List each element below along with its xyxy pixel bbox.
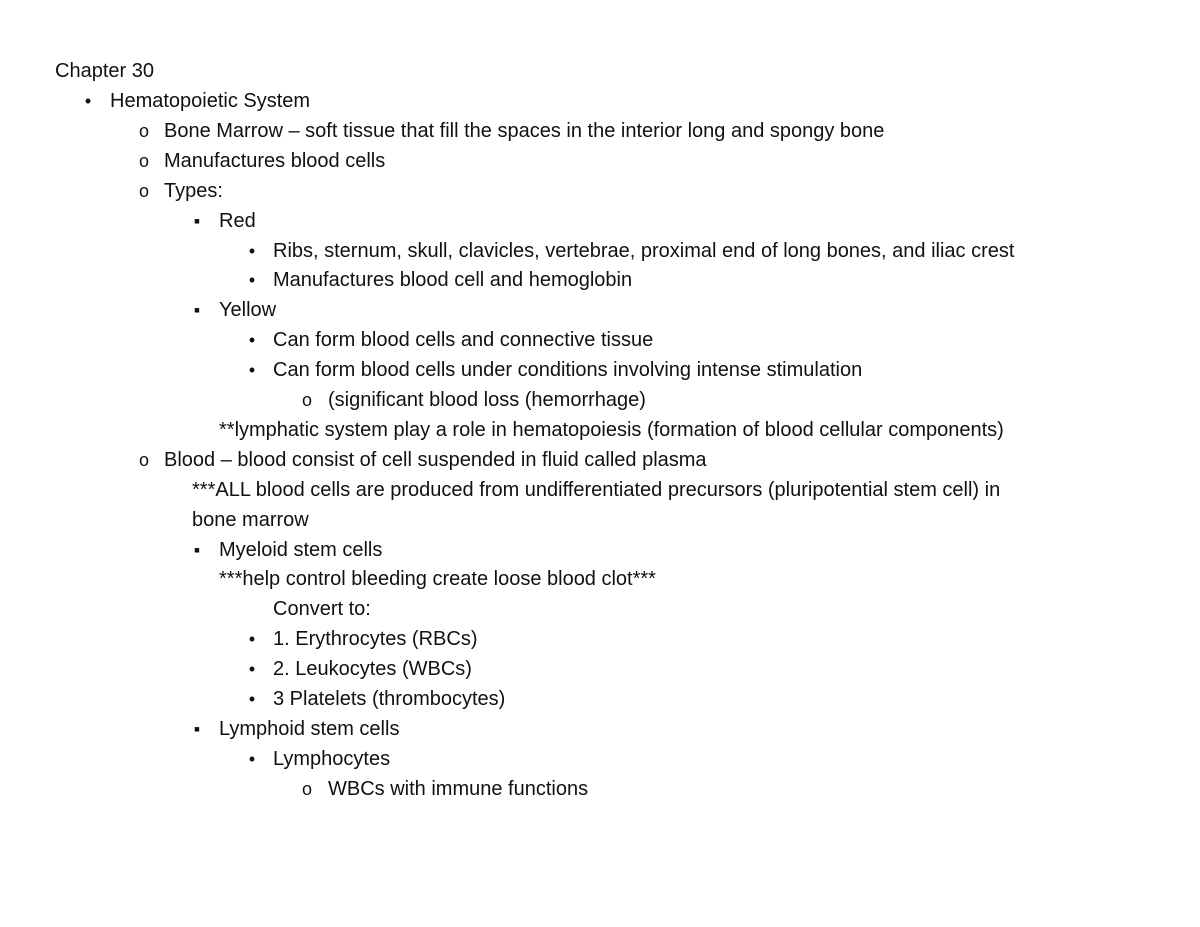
bullet-marker: • <box>248 270 256 290</box>
bullet-marker: o <box>138 450 149 470</box>
bullet-marker: ▪ <box>193 719 201 739</box>
outline-text: Can form blood cells under conditions involving intense stimulation <box>273 359 863 381</box>
bullet-marker: • <box>248 360 256 380</box>
bullet-marker: o <box>301 390 312 410</box>
bullet-marker: • <box>248 659 256 679</box>
bullet-marker: o <box>138 151 149 171</box>
bullet-marker: o <box>301 779 312 799</box>
outline-text: Yellow <box>219 299 277 321</box>
outline-text: **lymphatic system play a role in hematopoiesis (formation of blood cellular components) <box>219 419 1004 441</box>
outline-text: 1. Erythrocytes (RBCs) <box>273 628 478 650</box>
bullet-marker: • <box>248 629 256 649</box>
outline-text: ***help control bleeding create loose blood clot*** <box>219 568 656 590</box>
outline-text: Types: <box>164 180 223 202</box>
outline-text: ***ALL blood cells are produced from undifferentiated precursors (pluripotential stem cell) in <box>192 479 1001 501</box>
bullet-marker: • <box>248 330 256 350</box>
outline-text: Can form blood cells and connective tissue <box>273 329 654 351</box>
bullet-marker: • <box>248 241 256 261</box>
outline-text: Manufactures blood cells <box>164 150 386 172</box>
outline-text: bone marrow <box>192 509 309 531</box>
outline-text: 2. Leukocytes (WBCs) <box>273 658 472 680</box>
bullet-marker: • <box>248 749 256 769</box>
outline-text: Blood – blood consist of cell suspended in fluid called plasma <box>164 449 707 471</box>
outline-text: Lymphoid stem cells <box>219 718 400 740</box>
outline-text: Red <box>219 210 256 232</box>
bullet-marker: • <box>84 91 92 111</box>
outline-text: Ribs, sternum, skull, clavicles, vertebrae, proximal end of long bones, and iliac crest <box>273 240 1015 262</box>
outline-text: (significant blood loss (hemorrhage) <box>328 389 646 411</box>
outline-text: Lymphocytes <box>273 748 391 770</box>
chapter-title: Chapter 30 <box>55 60 154 82</box>
bullet-marker: ▪ <box>193 300 201 320</box>
outline-text: WBCs with immune functions <box>328 778 589 800</box>
outline-text: Bone Marrow – soft tissue that fill the spaces in the interior long and spongy bone <box>164 120 885 142</box>
outline-text: Hematopoietic System <box>110 90 311 112</box>
bullet-marker: o <box>138 181 149 201</box>
bullet-marker: • <box>248 689 256 709</box>
outline-text: Myeloid stem cells <box>219 539 383 561</box>
bullet-marker: o <box>138 121 149 141</box>
outline-text: Convert to: <box>273 598 371 620</box>
outline-text: 3 Platelets (thrombocytes) <box>273 688 506 710</box>
bullet-marker: ▪ <box>193 211 201 231</box>
bullet-marker: ▪ <box>193 540 201 560</box>
outline-text: Manufactures blood cell and hemoglobin <box>273 269 633 291</box>
